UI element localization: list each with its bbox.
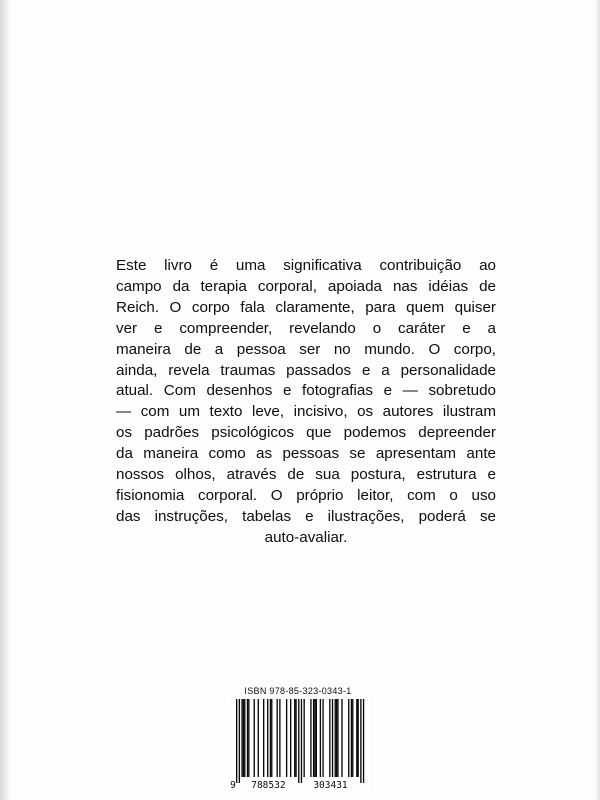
blurb-line: das instruções, tabelas e ilustrações, poderá se [116, 507, 496, 525]
barcode-bar [363, 699, 364, 783]
barcode-bar [322, 699, 323, 777]
blurb-line: ver e compreender, revelando o caráter e a [116, 319, 496, 337]
barcode-bar [243, 699, 244, 777]
barcode-bar [258, 699, 259, 777]
cover-left-edge [0, 0, 10, 800]
barcode-bar [244, 699, 245, 777]
barcode-bar [352, 699, 353, 777]
barcode-bar [320, 699, 321, 777]
barcode-bar [335, 699, 336, 777]
barcode-bar [290, 699, 291, 777]
barcode-digits: 9 [230, 780, 236, 791]
barcode-bar [294, 699, 295, 777]
barcode-bar [277, 699, 278, 777]
blurb-line-last: auto-avaliar. [264, 528, 348, 546]
barcode-bar [304, 699, 305, 777]
barcode-bar [263, 699, 264, 777]
barcode-bar [271, 699, 272, 777]
blurb-line: campo da terapia corporal, apoiada nas idéias de [116, 277, 496, 295]
blurb-line: fisionomia corporal. O próprio leitor, com o uso [116, 486, 496, 504]
barcode-bar [332, 699, 333, 777]
book-blurb [116, 256, 496, 549]
barcode-bar [270, 699, 271, 777]
barcode-digits: 303431 [313, 780, 348, 791]
blurb-line: os padrões psicológicos que podemos depreender [116, 424, 496, 442]
barcode-bar [336, 699, 337, 777]
barcode-bar [329, 699, 330, 777]
barcode-bar [236, 699, 237, 783]
barcode-bar [358, 699, 359, 777]
barcode-bar [254, 699, 255, 777]
barcode-bar [247, 699, 248, 777]
cover-right-edge [595, 0, 600, 800]
blurb-line: maneira de a pessoa ser no mundo. O corpo, [116, 340, 496, 358]
barcode-bar [314, 699, 315, 777]
barcode-bar [279, 699, 280, 777]
barcode-bar [286, 699, 287, 777]
barcode-bar [241, 699, 242, 777]
barcode-graphic [226, 697, 370, 791]
isbn-label: ISBN 978-85-323-0343-1 [244, 686, 352, 696]
barcode-bar [239, 699, 240, 783]
blurb-line: ainda, revela traumas passados e a personalidade [116, 361, 496, 379]
barcode-bar [301, 699, 302, 783]
barcode-bar [341, 699, 342, 777]
barcode-bar [298, 699, 299, 783]
barcode-bar [351, 699, 352, 777]
barcode-bar [360, 699, 361, 783]
blurb-line: da maneira como as pessoas se apresentam ante [116, 445, 496, 463]
barcode [226, 697, 370, 791]
barcode-bar [310, 699, 311, 777]
barcode-bar [348, 699, 349, 777]
blurb-line: Este livro é uma significativa contribuição ao [116, 257, 496, 274]
barcode-bar [337, 699, 338, 777]
barcode-bar [267, 699, 268, 777]
barcode-bar [313, 699, 314, 777]
barcode-bar [356, 699, 357, 777]
blurb-line: — com um texto leve, incisivo, os autores ilustram [116, 403, 496, 421]
barcode-bar [316, 699, 317, 777]
blurb-line: atual. Com desenhos e fotografias e — sobretudo [116, 382, 496, 400]
barcode-bar [248, 699, 249, 777]
blurb-line: Reich. O corpo fala claramente, para quem quiser [116, 298, 496, 316]
blurb-line: nossos olhos, através de sua postura, estrutura e [116, 466, 496, 484]
barcode-digits: 788532 [251, 780, 286, 791]
barcode-bar [295, 699, 296, 777]
